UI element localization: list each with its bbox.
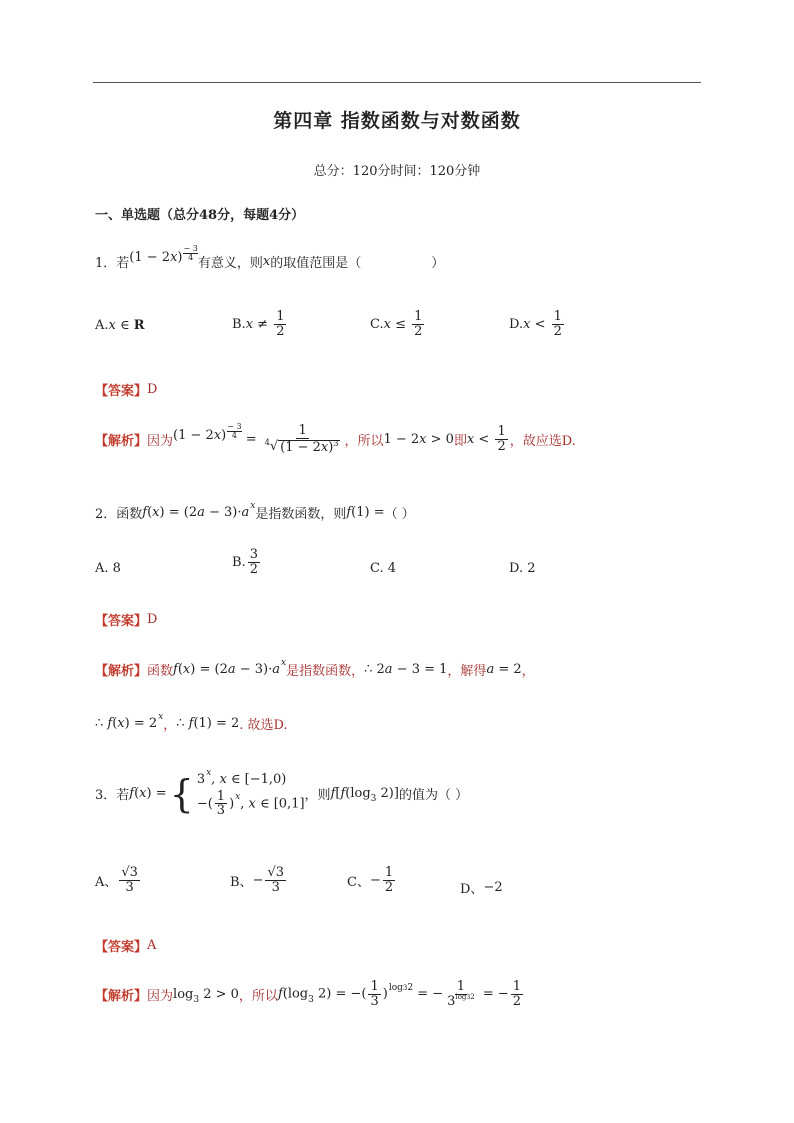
q2-analysis: 【解析】 函数 $f(x) = (2a - 3)\cdot a^x$ 是指数函数， ∴ 2a − 3 = 1 ，解得 a = 2 ， — [95, 658, 535, 679]
q2-option-c: C. 4 — [370, 561, 397, 576]
q2-analysis-cont: ∴ $f(x) = 2^x$ ， ∴ f(1) = 2 . 故选D. — [95, 712, 288, 733]
q1-option-c: C. x ≤ $\frac{1}{2}$ — [370, 309, 423, 339]
q2-option-d: D. 2 — [509, 561, 536, 576]
q1-var: x — [262, 253, 271, 269]
page-subtitle: 总分：120分时间：120分钟 — [313, 164, 481, 179]
q3-option-d: D、 −2 — [460, 880, 503, 897]
q1-option-a: A. x ∈ R — [95, 318, 145, 333]
q3-option-c: C、 − $\frac{1}{2}$ — [347, 865, 394, 895]
question-1 — [95, 244, 445, 272]
q1-close: ） — [431, 255, 445, 271]
q3-option-b: B、 − $\frac{√3}{3}$ — [230, 865, 285, 895]
q1-expr: (1 − 2x) $\frac{- 3}{4}$ — [129, 244, 198, 265]
q2-answer: 【答案】 D — [95, 612, 158, 629]
q1-prefix: 1．若 — [95, 255, 130, 271]
header-rule — [93, 82, 701, 83]
q1-mid: 有意义，则 — [197, 255, 263, 271]
q1-analysis: 【解析】 因为 (1 − 2x) $\frac{- 3}{4}$ = 1 4 √ $(1 - 2x)^3$ ，所以 1 − 2x > 0 即 x < $\frac{1}{2}$ ，故应选D. — [95, 422, 576, 455]
q1-option-b: B. x ≠ $\frac{1}{2}$ — [232, 309, 285, 339]
page-title: 第四章 指数函数与对数函数 — [273, 110, 521, 132]
section-heading: 一、单选题（总分48分，每题4分） — [95, 208, 305, 223]
q2-option-a: A. 8 — [95, 561, 121, 576]
q3-analysis: 【解析】 因为 $\log_3 2 > 0$ ，所以 $f(\log_3$ 2) = −( $\frac{1}{3}$ )$^{log32}$ = − $\frac{1}{3^{log32}}$ = − $\frac{1}{2}$ — [95, 979, 522, 1009]
q3-option-a: A、 $\frac{√3}{3}$ — [95, 865, 138, 895]
question-2: 2．函数 $f(x) = (2a - 3)\cdot a^x$ 是指数函数，则 f(1) = （ ） — [95, 501, 415, 522]
q3-answer: 【答案】 A — [95, 938, 157, 955]
q1-option-d: D. x < $\frac{1}{2}$ — [509, 309, 562, 339]
question-3: 3．若 f(x) = { 3$^x$, x ∈ [−1,0) −( $\frac{1}{3}$ )$^x$, x ∈ [0,1] ，则 $f[f(\log_3$ 2)] 的值为（ ） — [95, 768, 469, 819]
q2-option-b: B. $\frac{3}{2}$ — [232, 547, 258, 577]
q1-suffix: 的取值范围是（ — [270, 255, 362, 271]
q1-answer: 【答案】 D — [95, 382, 158, 399]
